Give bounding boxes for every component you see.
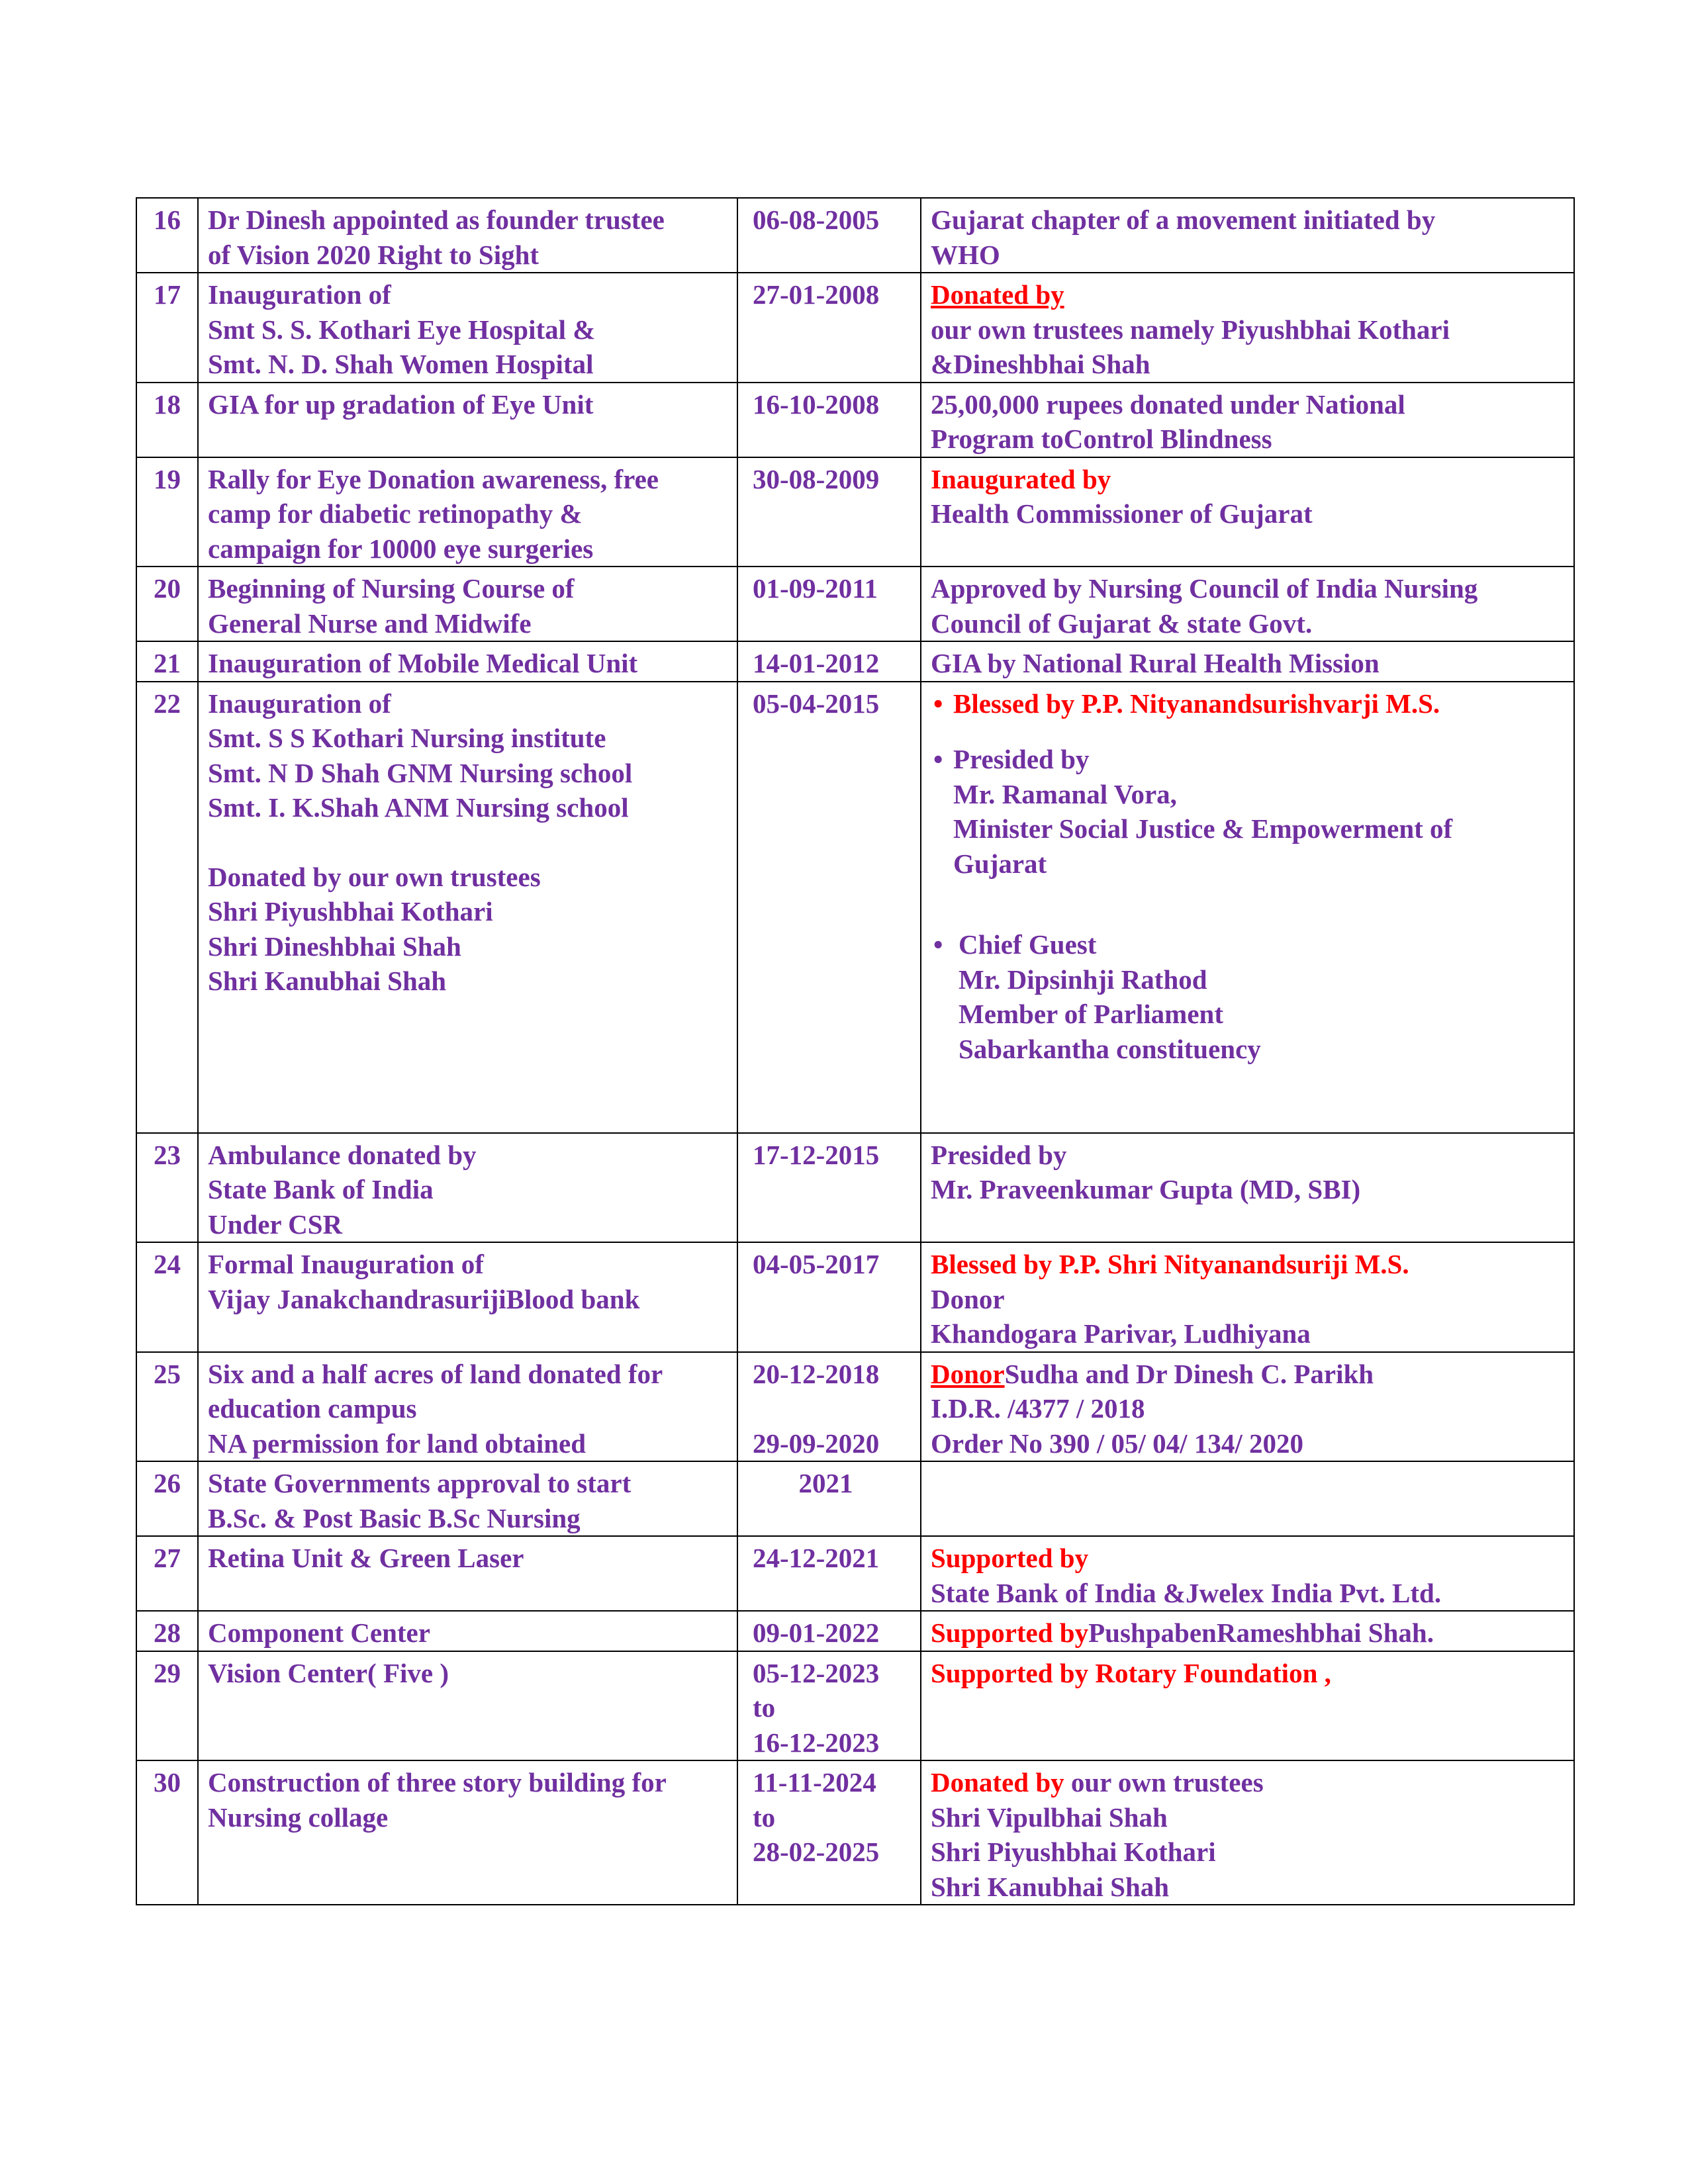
date-line: 30-08-2009	[753, 463, 880, 494]
event-cell	[198, 1352, 737, 1462]
remark-line: Shri Vipulbhai Shah	[931, 1801, 1168, 1833]
event-line: Ambulance donated by	[208, 1139, 477, 1170]
remark-line: Council of Gujarat & state Govt.	[931, 608, 1313, 639]
remark-cell	[921, 198, 1574, 273]
remark-line: our own trustees namely Piyushbhai Kothari	[931, 314, 1450, 345]
event-line: Smt. N D Shah GNM Nursing school	[208, 757, 633, 788]
event-line: Inauguration of	[208, 279, 391, 310]
row-number: 27	[136, 1536, 198, 1611]
remark-highlight: Supported by	[931, 1543, 1089, 1573]
remark-line: 25,00,000 rupees donated under National	[931, 388, 1405, 420]
donor-line: Shri Piyushbhai Kothari	[208, 896, 493, 927]
chief-guest-bullet: • Chief Guest	[931, 927, 1564, 962]
date-line: 24-12-2021	[753, 1543, 880, 1573]
event-line: GIA for up gradation of Eye Unit	[208, 388, 594, 420]
date-line: 05-04-2015	[753, 688, 880, 719]
date-line: 28-02-2025	[753, 1837, 880, 1867]
table-row	[136, 273, 1574, 383]
date-line: 05-12-2023	[753, 1657, 880, 1688]
event-line: General Nurse and Midwife	[208, 608, 532, 639]
row-number: 25	[136, 1352, 198, 1462]
remark-line: Order No 390 / 05/ 04/ 134/ 2020	[931, 1428, 1303, 1459]
date-cell	[737, 1651, 921, 1761]
event-cell	[198, 198, 737, 273]
date-line: 17-12-2015	[753, 1139, 880, 1170]
event-line: Six and a half acres of land donated for	[208, 1358, 663, 1389]
date-cell	[737, 1352, 921, 1462]
event-line: Vijay JanakchandrasurijiBlood bank	[208, 1283, 640, 1314]
date-line: 29-09-2020	[753, 1428, 880, 1459]
remark-cell	[921, 641, 1574, 682]
date-line: 2021	[798, 1468, 853, 1498]
event-cell	[198, 1461, 737, 1536]
remark-line: Minister Social Justice & Empowerment of	[953, 813, 1453, 844]
date-cell	[737, 1242, 921, 1352]
event-line: NA permission for land obtained	[208, 1428, 586, 1459]
remark-inline: PushpabenRameshbhai Shah.	[1088, 1617, 1434, 1648]
event-cell	[198, 682, 737, 1133]
remark-line: Mr. Praveenkumar Gupta (MD, SBI)	[931, 1174, 1361, 1205]
event-line: Smt S. S. Kothari Eye Hospital &	[208, 314, 596, 345]
milestones-table	[136, 197, 1575, 1905]
date-line: 16-12-2023	[753, 1727, 880, 1758]
remark-highlight: Inaugurated by	[931, 463, 1111, 494]
event-line: B.Sc. & Post Basic B.Sc Nursing	[208, 1502, 581, 1533]
remark-line: State Bank of India &Jwelex India Pvt. Ltd.	[931, 1577, 1442, 1608]
date-line: 14-01-2012	[753, 648, 880, 678]
remark-cell	[921, 1536, 1574, 1611]
date-line: 04-05-2017	[753, 1249, 880, 1279]
event-cell	[198, 1760, 737, 1905]
date-cell	[737, 383, 921, 457]
remark-line: Mr. Ramanal Vora,	[953, 778, 1177, 809]
event-line: campaign for 10000 eye surgeries	[208, 533, 594, 564]
blessed-bullet: • Blessed by P.P. Nityanandsurishvarji M.S.	[931, 686, 1564, 721]
presided-bullet: • Presided by	[931, 742, 1564, 777]
remark-line: Program toControl Blindness	[931, 424, 1272, 454]
remark-highlight: Donor	[931, 1358, 1005, 1389]
table-row	[136, 1352, 1574, 1462]
table-row	[136, 567, 1574, 641]
date-line: 01-09-2011	[753, 573, 878, 604]
event-line: Under CSR	[208, 1208, 343, 1240]
date-line: to	[753, 1692, 776, 1723]
date-cell	[737, 273, 921, 383]
event-line: Beginning of Nursing Course of	[208, 573, 575, 604]
event-line: Smt. S S Kothari Nursing institute	[208, 723, 606, 753]
table-row	[136, 1133, 1574, 1243]
remark-highlight: Donated by	[931, 1767, 1064, 1797]
remark-line: Gujarat chapter of a movement initiated by	[931, 205, 1436, 235]
event-line: Nursing collage	[208, 1801, 389, 1833]
date-cell	[737, 457, 921, 567]
remark-cell	[921, 1611, 1574, 1651]
row-number: 26	[136, 1461, 198, 1536]
remark-line: GIA by National Rural Health Mission	[931, 648, 1380, 678]
date-line: 09-01-2022	[753, 1617, 880, 1648]
remark-inline: our own trustees	[1064, 1767, 1264, 1797]
remark-line: Presided by	[931, 1139, 1067, 1170]
remark-cell	[921, 1651, 1574, 1761]
row-number: 17	[136, 273, 198, 383]
row-number: 18	[136, 383, 198, 457]
row-number: 20	[136, 567, 198, 641]
remark-cell	[921, 457, 1574, 567]
table-row	[136, 641, 1574, 682]
event-cell	[198, 567, 737, 641]
row-number: 29	[136, 1651, 198, 1761]
event-line: of Vision 2020 Right to Sight	[208, 239, 539, 270]
row-number: 22	[136, 682, 198, 1133]
remark-highlight: Supported by	[931, 1617, 1089, 1648]
date-cell	[737, 682, 921, 1133]
remark-cell	[921, 682, 1574, 1133]
date-cell	[737, 198, 921, 273]
remark-highlight: Donated by	[931, 279, 1064, 310]
event-cell	[198, 273, 737, 383]
event-line: Dr Dinesh appointed as founder trustee	[208, 205, 665, 235]
event-line: State Governments approval to start	[208, 1468, 632, 1498]
event-cell	[198, 1133, 737, 1243]
row-number: 16	[136, 198, 198, 273]
event-line: State Bank of India	[208, 1174, 434, 1205]
row-number: 19	[136, 457, 198, 567]
remark-line: Shri Kanubhai Shah	[931, 1871, 1170, 1902]
remark-line: Sabarkantha constituency	[959, 1033, 1261, 1064]
event-line: Component Center	[208, 1617, 430, 1648]
table-row	[136, 1611, 1574, 1651]
date-line: 16-10-2008	[753, 388, 880, 420]
event-cell	[198, 383, 737, 457]
remark-highlight: Blessed by P.P. Shri Nityanandsuriji M.S.	[931, 1249, 1409, 1279]
date-cell	[737, 1760, 921, 1905]
remark-cell	[921, 383, 1574, 457]
remark-inline: Sudha and Dr Dinesh C. Parikh	[1004, 1358, 1374, 1389]
table-row	[136, 682, 1574, 1133]
date-line: 27-01-2008	[753, 279, 880, 310]
donor-line: Donated by our own trustees	[208, 861, 541, 892]
donor-line: Shri Dineshbhai Shah	[208, 931, 461, 962]
event-line: Retina Unit & Green Laser	[208, 1543, 524, 1573]
table-row	[136, 383, 1574, 457]
event-cell	[198, 1242, 737, 1352]
date-cell	[737, 641, 921, 682]
table-row	[136, 1242, 1574, 1352]
event-line: Rally for Eye Donation awareness, free	[208, 463, 659, 494]
date-cell	[737, 1536, 921, 1611]
remark-line: Member of Parliament	[959, 999, 1223, 1029]
table-row	[136, 1760, 1574, 1905]
row-number: 23	[136, 1133, 198, 1243]
remark-line: Mr. Dipsinhji Rathod	[959, 964, 1207, 995]
remark-cell	[921, 1242, 1574, 1352]
remark-line: Health Commissioner of Gujarat	[931, 498, 1313, 529]
date-line	[753, 1391, 911, 1426]
event-line: Inauguration of	[208, 688, 391, 719]
event-line: Vision Center( Five )	[208, 1657, 449, 1688]
date-line: to	[753, 1801, 776, 1833]
event-line: Construction of three story building for	[208, 1767, 667, 1797]
remark-line: Shri Piyushbhai Kothari	[931, 1837, 1216, 1867]
event-cell	[198, 1651, 737, 1761]
event-cell	[198, 641, 737, 682]
table-row	[136, 457, 1574, 567]
row-number: 24	[136, 1242, 198, 1352]
remark-cell	[921, 567, 1574, 641]
remark-highlight: Supported by Rotary Foundation ,	[931, 1657, 1331, 1688]
table-row	[136, 198, 1574, 273]
event-cell	[198, 457, 737, 567]
event-line: Smt. I. K.Shah ANM Nursing school	[208, 792, 629, 823]
event-cell	[198, 1611, 737, 1651]
row-number: 21	[136, 641, 198, 682]
date-cell	[737, 1611, 921, 1651]
row-number: 30	[136, 1760, 198, 1905]
remark-line: Approved by Nursing Council of India Nursing	[931, 573, 1478, 604]
remark-line: WHO	[931, 239, 1000, 270]
remark-line: Gujarat	[953, 848, 1047, 879]
date-line: 11-11-2024	[753, 1767, 876, 1797]
event-line: education campus	[208, 1393, 417, 1424]
event-line: Smt. N. D. Shah Women Hospital	[208, 349, 594, 379]
remark-cell	[921, 1760, 1574, 1905]
remark-line: Donor	[931, 1283, 1005, 1314]
event-line: Formal Inauguration of	[208, 1249, 484, 1279]
date-line: 20-12-2018	[753, 1358, 880, 1389]
table-row	[136, 1651, 1574, 1761]
event-line: camp for diabetic retinopathy &	[208, 498, 583, 529]
date-cell	[737, 567, 921, 641]
remark-line: I.D.R. /4377 / 2018	[931, 1393, 1145, 1424]
event-line: Inauguration of Mobile Medical Unit	[208, 648, 638, 678]
remark-cell	[921, 273, 1574, 383]
date-cell	[737, 1461, 921, 1536]
date-cell	[737, 1133, 921, 1243]
event-cell	[198, 1536, 737, 1611]
remark-line: &Dineshbhai Shah	[931, 349, 1150, 379]
donor-line: Shri Kanubhai Shah	[208, 966, 447, 996]
table-row	[136, 1461, 1574, 1536]
row-number: 28	[136, 1611, 198, 1651]
remark-cell	[921, 1133, 1574, 1243]
remark-cell	[921, 1461, 1574, 1536]
remark-cell	[921, 1352, 1574, 1462]
table-row	[136, 1536, 1574, 1611]
remark-line: Khandogara Parivar, Ludhiyana	[931, 1318, 1311, 1349]
date-line: 06-08-2005	[753, 205, 880, 235]
